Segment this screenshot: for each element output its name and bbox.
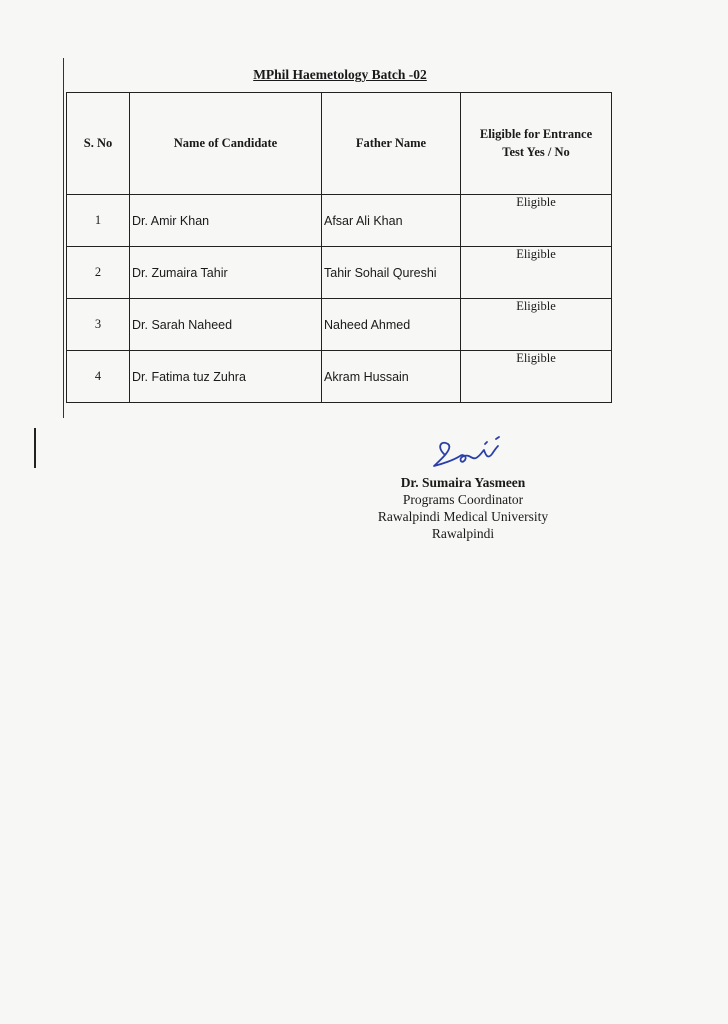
document-title: MPhil Haemetology Batch -02 xyxy=(253,67,427,82)
signatory-designation: Programs Coordinator xyxy=(402,492,524,507)
cell-eligibility: Eligible xyxy=(461,351,612,403)
table-header-row xyxy=(67,93,612,195)
left-border-line xyxy=(63,58,64,418)
header-eligibility-line2: Test Yes / No xyxy=(502,144,570,159)
cell-father-name: Akram Hussain xyxy=(322,351,461,403)
header-candidate-name: Name of Candidate xyxy=(130,93,322,195)
header-sno: S. No xyxy=(67,93,130,195)
cell-father-name: Tahir Sohail Qureshi xyxy=(322,247,461,299)
signature-mark xyxy=(428,434,528,476)
cell-eligibility: Eligible xyxy=(461,195,612,247)
cell-sno: 1 xyxy=(67,195,130,247)
cell-sno: 4 xyxy=(67,351,130,403)
cell-father-name: Naheed Ahmed xyxy=(322,299,461,351)
signatory-name: Dr. Sumaira Yasmeen xyxy=(400,475,526,490)
table-row xyxy=(67,351,612,403)
signatory-organization: Rawalpindi Medical University xyxy=(377,509,549,524)
cell-sno: 2 xyxy=(67,247,130,299)
cell-candidate-name: Dr. Fatima tuz Zuhra xyxy=(130,351,322,403)
cell-eligibility: Eligible xyxy=(461,247,612,299)
table-row xyxy=(67,195,612,247)
eligibility-table xyxy=(66,92,612,403)
margin-mark xyxy=(34,428,36,468)
cell-eligibility: Eligible xyxy=(461,299,612,351)
header-father-name: Father Name xyxy=(322,93,461,195)
cell-candidate-name: Dr. Zumaira Tahir xyxy=(130,247,322,299)
cell-candidate-name: Dr. Sarah Naheed xyxy=(130,299,322,351)
table-row xyxy=(67,247,612,299)
cell-sno: 3 xyxy=(67,299,130,351)
header-eligibility xyxy=(461,93,612,195)
cell-father-name: Afsar Ali Khan xyxy=(322,195,461,247)
cell-candidate-name: Dr. Amir Khan xyxy=(130,195,322,247)
table-row xyxy=(67,299,612,351)
signatory-city: Rawalpindi xyxy=(431,526,495,541)
header-eligibility-line1: Eligible for Entrance xyxy=(479,127,593,141)
signatory-block xyxy=(358,474,568,542)
